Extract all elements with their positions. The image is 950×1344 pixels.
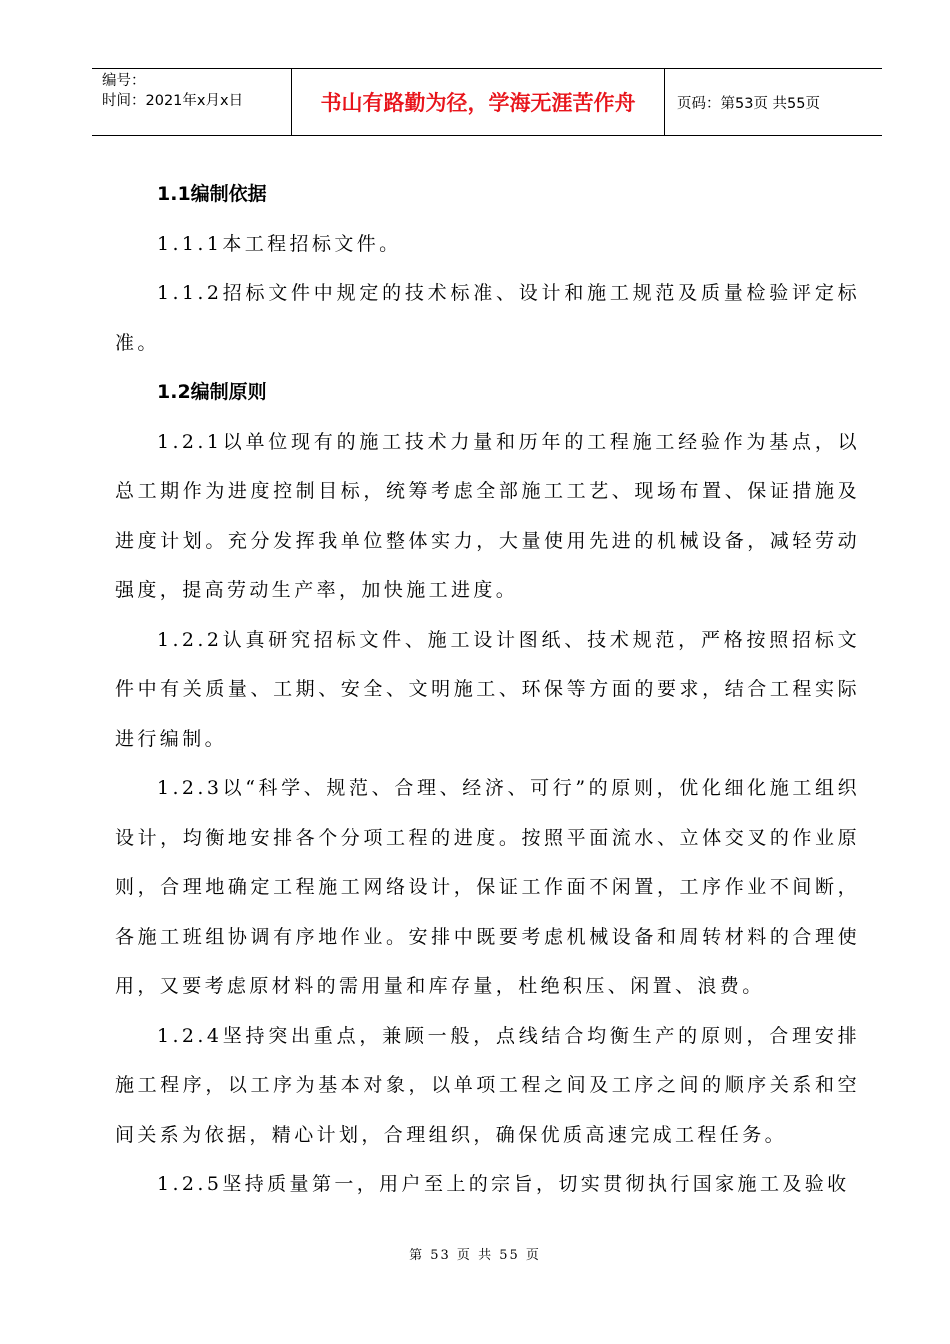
header-motto: 书山有路勤为径，学海无涯苦作舟	[292, 69, 665, 135]
paragraph: 1.1.1本工程招标文件。	[157, 232, 402, 255]
document-number-label: 编号：	[102, 73, 146, 89]
header-meta	[92, 69, 292, 135]
paragraph: 1.2.4坚持突出重点，兼顾一般，点线结合均衡生产的原则，合理安排施工程序，以工序为基本对象，以单项工程之间及工序之间的顺序关系和空间关系为依据，精心计划，合理组织，确保优质高速完成工程任务。	[115, 1024, 860, 1146]
paragraph: 1.2.3以“科学、规范、合理、经济、可行”的原则，优化细化施工组织设计，均衡地安排各个分项工程的进度。按照平面流水、立体交叉的作业原则，合理地确定工程施工网络设计，保证工作面不闲置，工序作业不间断，各施工班组协调有序地作业。安排中既要考虑机械设备和周转材料的合理使用，又要考虑原材料的需用量和库存量，杜绝积压、闲置、浪费。	[115, 777, 860, 997]
page-header	[92, 68, 882, 136]
paragraph: 1.2.5坚持质量第一，用户至上的宗旨，切实贯彻执行国家施工及验收	[157, 1173, 850, 1195]
section-heading: 1.1编制依据	[157, 183, 267, 205]
paragraph: 1.2.1以单位现有的施工技术力量和历年的工程施工经验作为基点，以总工期作为进度控制目标，统筹考虑全部施工工艺、现场布置、保证措施及进度计划。充分发挥我单位整体实力，大量使用先进的机械设备，减轻劳动强度，提高劳动生产率，加快施工进度。	[115, 430, 860, 601]
document-time: 时间：2021年x月x日	[102, 93, 244, 109]
paragraph: 1.1.2招标文件中规定的技术标准、设计和施工规范及质量检验评定标准。	[115, 282, 860, 354]
header-page-info: 页码：第53页 共55页	[677, 95, 821, 112]
section-heading: 1.2编制原则	[157, 381, 267, 403]
page-footer: 第 53 页 共 55 页	[409, 1248, 541, 1263]
document-body	[115, 170, 860, 1210]
paragraph: 1.2.2认真研究招标文件、施工设计图纸、技术规范，严格按照招标文件中有关质量、工期、安全、文明施工、环保等方面的要求，结合工程实际进行编制。	[115, 628, 860, 750]
